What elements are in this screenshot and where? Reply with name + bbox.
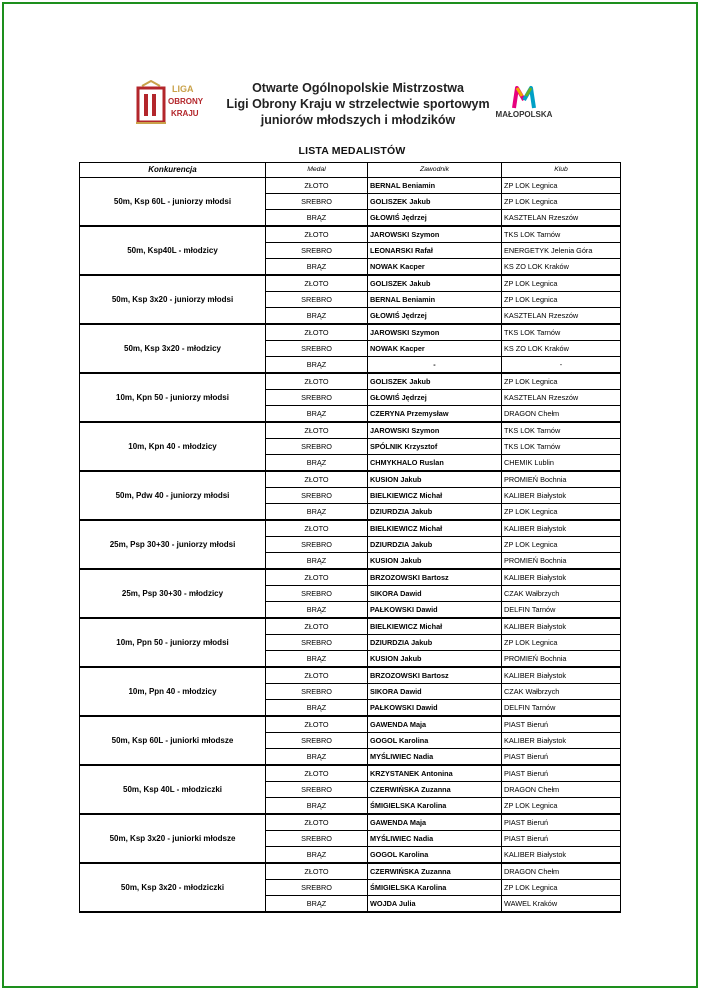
- table-body: [80, 178, 621, 913]
- table-row: [80, 765, 621, 782]
- medal-cell: SREBRO: [266, 390, 368, 406]
- club-cell: KALIBER Białystok: [502, 847, 621, 864]
- athlete-cell: ŚMIGIELSKA Karolina: [368, 798, 502, 815]
- medal-cell: SREBRO: [266, 341, 368, 357]
- athlete-cell: KUSION Jakub: [368, 553, 502, 570]
- athlete-cell: SPÓLNIK Krzysztof: [368, 439, 502, 455]
- medal-cell: SREBRO: [266, 733, 368, 749]
- athlete-cell: GAWENDA Maja: [368, 814, 502, 831]
- club-cell: PIAST Bieruń: [502, 749, 621, 766]
- athlete-cell: DZIURDZIA Jakub: [368, 504, 502, 521]
- table-row: [80, 178, 621, 194]
- athlete-cell: CZERWIŃSKA Zuzanna: [368, 863, 502, 880]
- medal-cell: ZŁOTO: [266, 667, 368, 684]
- table-row: [80, 275, 621, 292]
- competition-cell: 50m, Ksp40L - młodzicy: [80, 226, 266, 275]
- athlete-cell: GOGOL Karolina: [368, 847, 502, 864]
- medal-cell: SREBRO: [266, 488, 368, 504]
- club-cell: ZP LOK Legnica: [502, 880, 621, 896]
- athlete-cell: BRZOZOWSKI Bartosz: [368, 569, 502, 586]
- medal-cell: BRĄZ: [266, 259, 368, 276]
- column-header-competition: Konkurencja: [80, 163, 266, 178]
- medal-cell: ZŁOTO: [266, 863, 368, 880]
- club-cell: DELFIN Tarnów: [502, 700, 621, 717]
- club-cell: CZAK Wałbrzych: [502, 684, 621, 700]
- competition-cell: 25m, Psp 30+30 - juniorzy młodsi: [80, 520, 266, 569]
- medal-cell: ZŁOTO: [266, 520, 368, 537]
- club-cell: DRAGON Chełm: [502, 782, 621, 798]
- medal-cell: ZŁOTO: [266, 373, 368, 390]
- athlete-cell: MYŚLIWIEC Nadia: [368, 749, 502, 766]
- athlete-cell: CHMYKHALO Ruslan: [368, 455, 502, 472]
- club-cell: CHEMIK Lublin: [502, 455, 621, 472]
- medal-cell: SREBRO: [266, 684, 368, 700]
- medal-cell: BRĄZ: [266, 308, 368, 325]
- medalists-table: [79, 162, 621, 913]
- athlete-cell: DZIURDZIA Jakub: [368, 537, 502, 553]
- medal-cell: BRĄZ: [266, 455, 368, 472]
- column-header-medal: Medal: [266, 163, 368, 178]
- medal-cell: SREBRO: [266, 194, 368, 210]
- lok-logo-text-3: KRAJU: [171, 109, 199, 118]
- athlete-cell: JAROWSKI Szymon: [368, 324, 502, 341]
- competition-cell: 50m, Ksp 3x20 - młodzicy: [80, 324, 266, 373]
- medal-cell: BRĄZ: [266, 847, 368, 864]
- medal-cell: ZŁOTO: [266, 275, 368, 292]
- competition-cell: 25m, Psp 30+30 - młodzicy: [80, 569, 266, 618]
- competition-cell: 50m, Ksp 3x20 - juniorzy młodsi: [80, 275, 266, 324]
- club-cell: ZP LOK Legnica: [502, 292, 621, 308]
- malopolska-logo-text: MAŁOPOLSKA: [495, 110, 553, 119]
- table-row: [80, 373, 621, 390]
- club-cell: KALIBER Białystok: [502, 488, 621, 504]
- club-cell: PIAST Bieruń: [502, 831, 621, 847]
- club-cell: ZP LOK Legnica: [502, 504, 621, 521]
- table-row: [80, 716, 621, 733]
- athlete-cell: GŁOWIŚ Jędrzej: [368, 210, 502, 227]
- athlete-cell: BIELKIEWICZ Michał: [368, 520, 502, 537]
- medal-cell: SREBRO: [266, 243, 368, 259]
- medal-cell: SREBRO: [266, 439, 368, 455]
- athlete-cell: GŁOWIŚ Jędrzej: [368, 308, 502, 325]
- athlete-cell: NOWAK Kacper: [368, 259, 502, 276]
- club-cell: PIAST Bieruń: [502, 716, 621, 733]
- competition-cell: 10m, Kpn 40 - młodzicy: [80, 422, 266, 471]
- table-row: [80, 667, 621, 684]
- medal-cell: BRĄZ: [266, 602, 368, 619]
- club-cell: KS ZO LOK Kraków: [502, 341, 621, 357]
- club-cell: KALIBER Białystok: [502, 667, 621, 684]
- medal-cell: SREBRO: [266, 782, 368, 798]
- club-cell: KALIBER Białystok: [502, 520, 621, 537]
- athlete-cell: BIELKIEWICZ Michał: [368, 488, 502, 504]
- medal-cell: ZŁOTO: [266, 422, 368, 439]
- medal-cell: ZŁOTO: [266, 178, 368, 194]
- title-line-2: Ligi Obrony Kraju w strzelectwie sportowym: [226, 97, 490, 111]
- medal-cell: ZŁOTO: [266, 765, 368, 782]
- club-cell: DELFIN Tarnów: [502, 602, 621, 619]
- medal-cell: ZŁOTO: [266, 618, 368, 635]
- competition-cell: 50m, Ksp 40L - młodziczki: [80, 765, 266, 814]
- medal-cell: BRĄZ: [266, 798, 368, 815]
- athlete-cell: GAWENDA Maja: [368, 716, 502, 733]
- athlete-cell: BERNAL Beniamin: [368, 178, 502, 194]
- table-row: [80, 569, 621, 586]
- club-cell: KALIBER Białystok: [502, 618, 621, 635]
- athlete-cell: WOJDA Julia: [368, 896, 502, 913]
- athlete-cell: BRZOZOWSKI Bartosz: [368, 667, 502, 684]
- table-row: [80, 422, 621, 439]
- medal-cell: ZŁOTO: [266, 569, 368, 586]
- medal-cell: BRĄZ: [266, 896, 368, 913]
- column-header-athlete: Zawodnik: [368, 163, 502, 178]
- medal-cell: SREBRO: [266, 586, 368, 602]
- athlete-cell: JAROWSKI Szymon: [368, 226, 502, 243]
- athlete-cell: NOWAK Kacper: [368, 341, 502, 357]
- athlete-cell: SIKORA Dawid: [368, 684, 502, 700]
- table-row: [80, 520, 621, 537]
- athlete-cell: KUSION Jakub: [368, 651, 502, 668]
- malopolska-m-icon: [486, 84, 562, 110]
- competition-cell: 50m, Pdw 40 - juniorzy młodsi: [80, 471, 266, 520]
- table-row: [80, 324, 621, 341]
- athlete-cell: MYŚLIWIEC Nadia: [368, 831, 502, 847]
- club-cell: ZP LOK Legnica: [502, 178, 621, 194]
- table-row: [80, 618, 621, 635]
- medal-cell: BRĄZ: [266, 357, 368, 374]
- club-cell: DRAGON Chełm: [502, 863, 621, 880]
- athlete-cell: -: [368, 357, 502, 374]
- medal-cell: BRĄZ: [266, 504, 368, 521]
- column-header-club: Klub: [502, 163, 621, 178]
- table-row: [80, 471, 621, 488]
- title-line-1: Otwarte Ogólnopolskie Mistrzostwa: [252, 81, 464, 95]
- table-row: [80, 226, 621, 243]
- athlete-cell: CZERYNA Przemysław: [368, 406, 502, 423]
- competition-cell: 10m, Kpn 50 - juniorzy młodsi: [80, 373, 266, 422]
- medal-cell: BRĄZ: [266, 406, 368, 423]
- club-cell: ZP LOK Legnica: [502, 275, 621, 292]
- athlete-cell: SIKORA Dawid: [368, 586, 502, 602]
- club-cell: ZP LOK Legnica: [502, 798, 621, 815]
- club-cell: KS ZO LOK Kraków: [502, 259, 621, 276]
- medal-cell: BRĄZ: [266, 651, 368, 668]
- club-cell: ZP LOK Legnica: [502, 635, 621, 651]
- club-cell: KALIBER Białystok: [502, 733, 621, 749]
- athlete-cell: BERNAL Beniamin: [368, 292, 502, 308]
- club-cell: PIAST Bieruń: [502, 814, 621, 831]
- athlete-cell: JAROWSKI Szymon: [368, 422, 502, 439]
- medal-cell: SREBRO: [266, 292, 368, 308]
- table-header-row: [80, 163, 621, 178]
- medal-cell: ZŁOTO: [266, 716, 368, 733]
- club-cell: ZP LOK Legnica: [502, 194, 621, 210]
- competition-cell: 50m, Ksp 3x20 - młodziczki: [80, 863, 266, 912]
- medal-cell: BRĄZ: [266, 553, 368, 570]
- table-row: [80, 814, 621, 831]
- athlete-cell: BIELKIEWICZ Michał: [368, 618, 502, 635]
- club-cell: -: [502, 357, 621, 374]
- lok-logo-text-2: OBRONY: [168, 97, 204, 106]
- list-title: LISTA MEDALISTÓW: [298, 145, 406, 157]
- medal-cell: BRĄZ: [266, 210, 368, 227]
- medal-cell: BRĄZ: [266, 749, 368, 766]
- medal-cell: ZŁOTO: [266, 814, 368, 831]
- competition-cell: 10m, Ppn 50 - juniorzy młodsi: [80, 618, 266, 667]
- medal-cell: SREBRO: [266, 635, 368, 651]
- competition-cell: 50m, Ksp 60L - juniorki młodsze: [80, 716, 266, 765]
- athlete-cell: GOLISZEK Jakub: [368, 275, 502, 292]
- club-cell: TKS LOK Tarnów: [502, 324, 621, 341]
- competition-cell: 50m, Ksp 60L - juniorzy młodsi: [80, 178, 266, 227]
- athlete-cell: DZIURDZIA Jakub: [368, 635, 502, 651]
- athlete-cell: KUSION Jakub: [368, 471, 502, 488]
- athlete-cell: GOLISZEK Jakub: [368, 194, 502, 210]
- athlete-cell: GOLISZEK Jakub: [368, 373, 502, 390]
- page-title: [220, 80, 496, 128]
- competition-cell: 10m, Ppn 40 - młodzicy: [80, 667, 266, 716]
- medal-cell: ZŁOTO: [266, 471, 368, 488]
- athlete-cell: PAŁKOWSKI Dawid: [368, 602, 502, 619]
- medal-cell: SREBRO: [266, 831, 368, 847]
- athlete-cell: KRZYSTANEK Antonina: [368, 765, 502, 782]
- club-cell: TKS LOK Tarnów: [502, 226, 621, 243]
- medal-cell: ZŁOTO: [266, 324, 368, 341]
- athlete-cell: PAŁKOWSKI Dawid: [368, 700, 502, 717]
- competition-cell: 50m, Ksp 3x20 - juniorki młodsze: [80, 814, 266, 863]
- club-cell: KASZTELAN Rzeszów: [502, 390, 621, 406]
- lok-logo: [136, 80, 204, 126]
- club-cell: PIAST Bieruń: [502, 765, 621, 782]
- medal-cell: SREBRO: [266, 537, 368, 553]
- club-cell: ZP LOK Legnica: [502, 373, 621, 390]
- lok-logo-text-1: LIGA: [172, 84, 194, 94]
- club-cell: KALIBER Białystok: [502, 569, 621, 586]
- club-cell: ENERGETYK Jelenia Góra: [502, 243, 621, 259]
- club-cell: KASZTELAN Rzeszów: [502, 210, 621, 227]
- medal-cell: BRĄZ: [266, 700, 368, 717]
- athlete-cell: GOGOL Karolina: [368, 733, 502, 749]
- club-cell: CZAK Wałbrzych: [502, 586, 621, 602]
- club-cell: TKS LOK Tarnów: [502, 439, 621, 455]
- club-cell: PROMIEŃ Bochnia: [502, 553, 621, 570]
- title-line-3: juniorów młodszych i młodzików: [260, 113, 456, 127]
- athlete-cell: LEONARSKI Rafał: [368, 243, 502, 259]
- medal-cell: SREBRO: [266, 880, 368, 896]
- club-cell: KASZTELAN Rzeszów: [502, 308, 621, 325]
- athlete-cell: CZERWIŃSKA Zuzanna: [368, 782, 502, 798]
- athlete-cell: GŁOWIŚ Jędrzej: [368, 390, 502, 406]
- club-cell: DRAGON Chełm: [502, 406, 621, 423]
- club-cell: PROMIEŃ Bochnia: [502, 651, 621, 668]
- medal-cell: ZŁOTO: [266, 226, 368, 243]
- club-cell: TKS LOK Tarnów: [502, 422, 621, 439]
- table-row: [80, 863, 621, 880]
- malopolska-logo: [486, 84, 562, 124]
- athlete-cell: ŚMIGIELSKA Karolina: [368, 880, 502, 896]
- club-cell: WAWEL Kraków: [502, 896, 621, 913]
- club-cell: ZP LOK Legnica: [502, 537, 621, 553]
- club-cell: PROMIEŃ Bochnia: [502, 471, 621, 488]
